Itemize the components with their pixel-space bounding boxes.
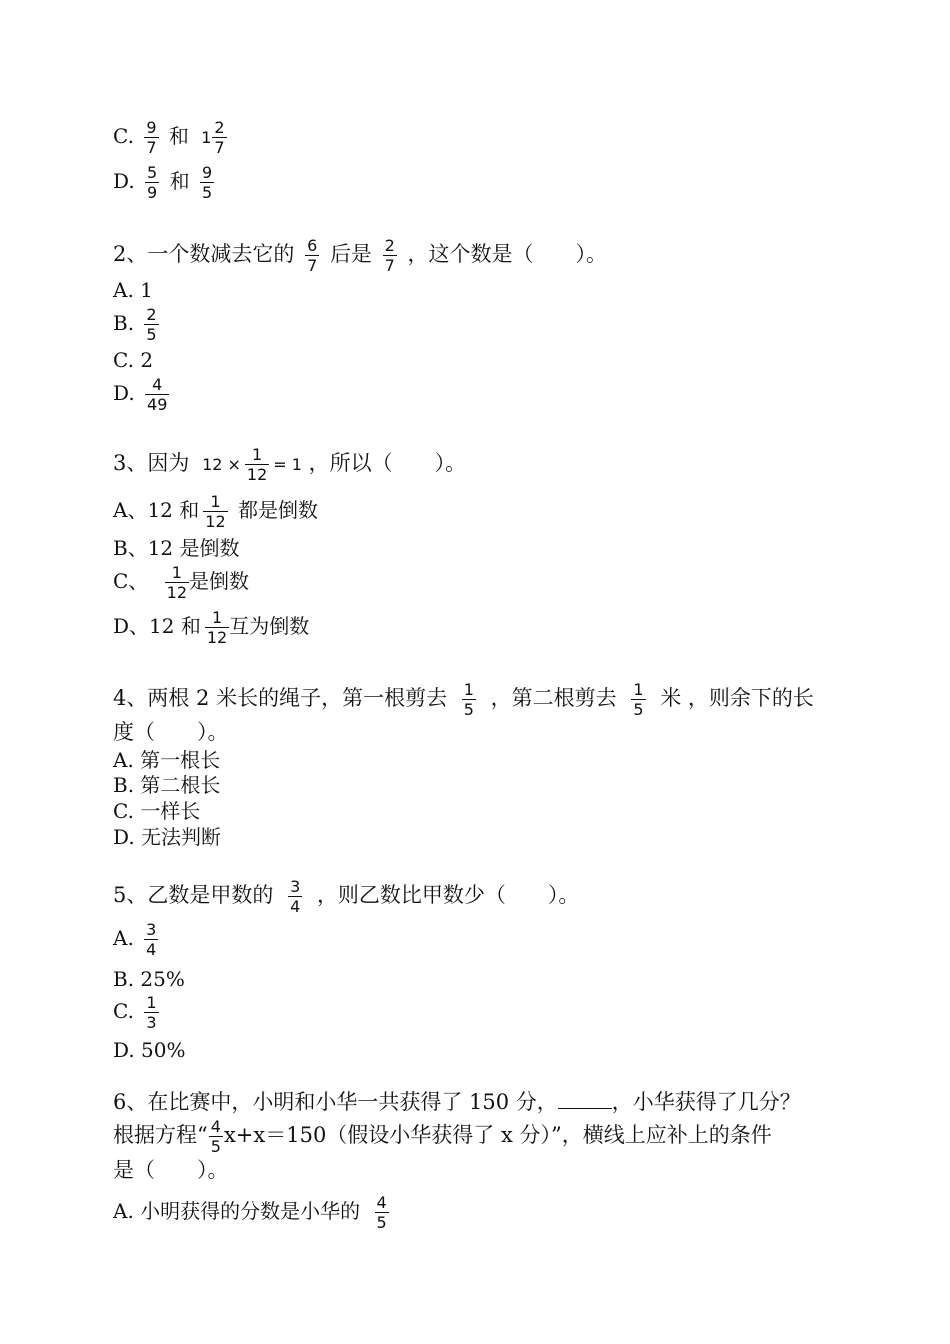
fraction: $\frac{1}{5}$ — [633, 680, 644, 719]
fraction: $\frac{4}{49}$ — [147, 375, 168, 414]
question-2-stem: 2、一个数减去它的 $\frac{6}{7}$ 后是 $\frac{2}{7}$ ，这个数是（ ）。 — [113, 236, 607, 275]
fraction: $\frac{2}{7}$ — [214, 118, 225, 157]
option-label: C. — [113, 124, 134, 148]
fraction: $\frac{4}{5}$ — [210, 1117, 221, 1156]
fraction: $\frac{4}{5}$ — [376, 1193, 387, 1232]
option-q2-b: B. $\frac{2}{5}$ — [113, 305, 157, 344]
option-q4-c: C. 一样长 — [113, 799, 201, 823]
equation-part: 12 × — [202, 455, 241, 474]
fraction: $\frac{9}{5}$ — [201, 163, 213, 202]
question-4-stem-cont: 度（ ）。 — [113, 720, 229, 744]
fraction: $\frac{1}{12}$ — [206, 608, 228, 647]
fraction: $\frac{1}{12}$ — [246, 445, 268, 484]
question-6-stem: 6、在比赛中，小明和小华一共获得了 150 分， ，小华获得了几分？ — [113, 1090, 801, 1114]
option-q5-d: D. 50% — [113, 1038, 186, 1062]
option-q3-c: C、 $\frac{1}{12}$ 是倒数 — [113, 563, 250, 602]
question-5-stem: 5、乙数是甲数的 $\frac{3}{4}$ ，则乙数比甲数少（ ）。 — [113, 877, 580, 916]
fraction: $\frac{1}{3}$ — [146, 993, 157, 1032]
question-6-stem-cont: 根据方程“ $\frac{4}{5}$ x+x＝150（假设小华获得了 x 分）”，横线上应补上的条件 — [113, 1117, 772, 1156]
option-q2-d: D. $\frac{4}{49}$ — [113, 375, 168, 414]
fraction: $\frac{1}{5}$ — [463, 680, 474, 719]
fraction: $\frac{9}{7}$ — [146, 118, 157, 157]
option-label: D. — [113, 169, 135, 193]
option-q5-b: B. 25% — [113, 967, 185, 991]
question-4-stem: 4、两根 2 米长的绳子，第一根剪去 $\frac{1}{5}$ ，第二根剪去 $\frac{1}{5}$ 米 ，则余下的长 — [113, 680, 814, 719]
question-6-stem-end: 是（ ）。 — [113, 1158, 229, 1182]
option-q5-c: C. $\frac{1}{3}$ — [113, 993, 157, 1032]
fraction: $\frac{3}{4}$ — [146, 920, 157, 959]
option-q5-a: A. $\frac{3}{4}$ — [113, 920, 157, 959]
fraction: $\frac{3}{4}$ — [290, 877, 301, 916]
option-q4-d: D. 无法判断 — [113, 825, 222, 849]
fraction: $\frac{1}{12}$ — [166, 563, 188, 602]
fraction: $\frac{6}{7}$ — [307, 236, 318, 275]
equation-part: = 1 — [273, 455, 302, 474]
option-q1-c — [113, 118, 231, 157]
fraction: $\frac{1}{12}$ — [205, 492, 226, 531]
fraction: $\frac{2}{7}$ — [384, 236, 395, 275]
option-q3-a: A、12 和 $\frac{1}{12}$ 都是倒数 — [113, 492, 318, 531]
connector-word: 和 — [169, 169, 190, 193]
question-3-stem: 3、因为 12 × $\frac{1}{12}$ = 1 ，所以（ ）。 — [113, 445, 467, 484]
option-q4-a: A. 第一根长 — [113, 748, 221, 772]
option-q4-b: B. 第二根长 — [113, 773, 221, 797]
connector-word: 和 — [168, 124, 189, 148]
option-q3-d: D、12 和 $\frac{1}{12}$ 互为倒数 — [113, 608, 310, 647]
fraction: $\frac{2}{5}$ — [146, 305, 157, 344]
option-q1-d — [113, 163, 218, 202]
option-q3-b: B、12 是倒数 — [113, 536, 240, 560]
option-q6-a: A. 小明获得的分数是小华的 $\frac{4}{5}$ — [113, 1193, 387, 1232]
option-q2-a: A. 1 — [113, 278, 153, 302]
fraction: $\frac{5}{9}$ — [147, 163, 158, 202]
whole-number: 1 — [201, 128, 212, 147]
option-q2-c: C. 2 — [113, 348, 154, 372]
answer-blank — [558, 1088, 612, 1109]
